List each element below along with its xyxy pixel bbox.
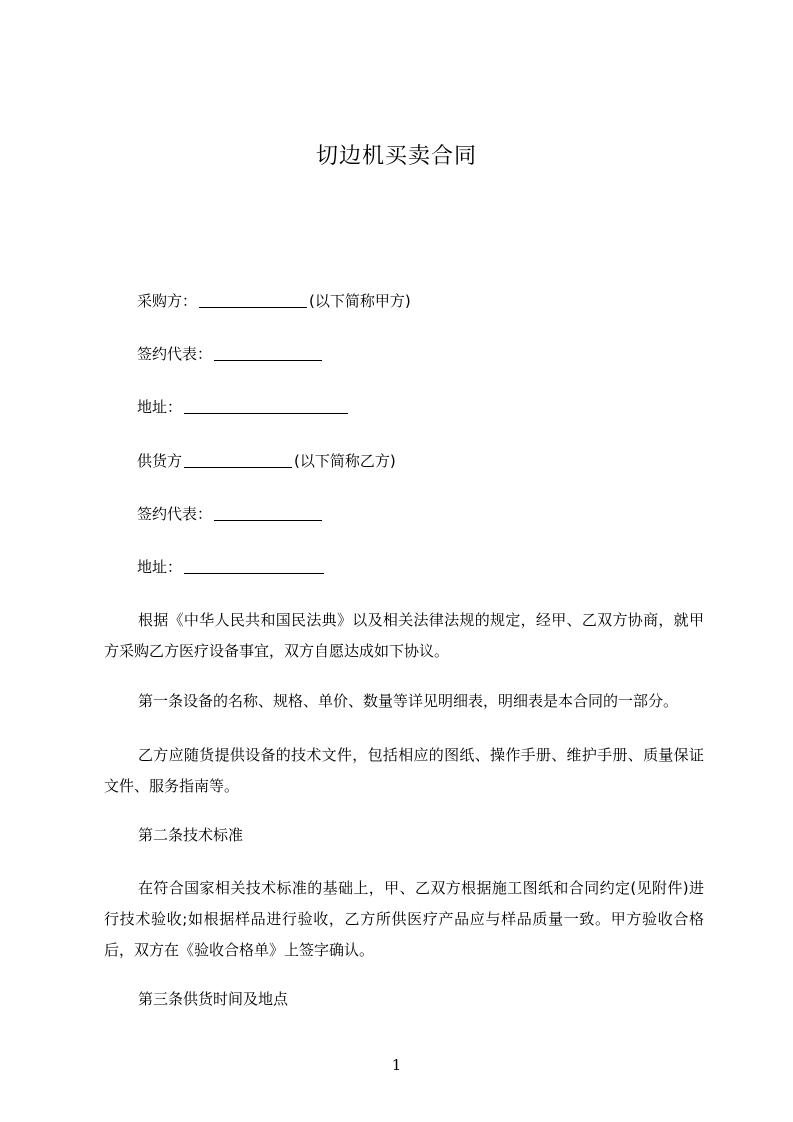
- buyer-suffix: (以下简称甲方): [309, 292, 411, 310]
- buyer-rep-blank: [214, 344, 322, 361]
- article1-paragraph: 第一条设备的名称、规格、单价、数量等详见明细表，明细表是本合同的一部分。: [138, 692, 679, 710]
- buyer-name-blank: [199, 291, 307, 308]
- buyer-address-label: 地址：: [137, 398, 183, 416]
- seller-address-label: 地址：: [137, 558, 183, 576]
- seller-rep-blank: [214, 504, 322, 521]
- seller-name-blank: [184, 451, 292, 468]
- article2-heading: 第二条技术标准: [138, 826, 244, 844]
- article2-paragraph: 在符合国家相关技术标准的基础上，甲、乙双方根据施工图纸和合同约定(见附件)进行技术验收;如根据样品进行验收，乙方所供医疗产品应与样品质量一致。甲方验收合格后，双方在《验收合格单》上签字确认。: [104, 879, 704, 959]
- seller-rep-label: 签约代表：: [137, 505, 213, 523]
- seller-address-blank: [184, 557, 324, 574]
- buyer-address-line: [137, 395, 350, 419]
- seller-suffix: (以下简称乙方): [294, 452, 396, 470]
- buyer-address-blank: [184, 397, 348, 414]
- buyer-label: 采购方：: [137, 292, 198, 310]
- buyer-line: [137, 289, 411, 313]
- seller-line: [137, 449, 396, 473]
- document-title: 切边机买卖合同: [315, 144, 477, 169]
- seller-rep-line: [137, 502, 324, 526]
- article3-heading: 第三条供货时间及地点: [138, 990, 289, 1008]
- buyer-rep-label: 签约代表：: [137, 345, 213, 363]
- seller-address-line: [137, 555, 326, 579]
- buyer-rep-line: [137, 342, 324, 366]
- intro-paragraph: 根据《中华人民共和国民法典》以及相关法律法规的规定，经甲、乙双方协商，就甲方采购乙方医疗设备事宜，双方自愿达成如下协议。: [104, 611, 704, 660]
- seller-label: 供货方: [137, 452, 183, 470]
- article1-docs-paragraph: 乙方应随货提供设备的技术文件，包括相应的图纸、操作手册、维护手册、质量保证文件、服务指南等。: [104, 746, 704, 795]
- page-number: 1: [391, 1056, 402, 1074]
